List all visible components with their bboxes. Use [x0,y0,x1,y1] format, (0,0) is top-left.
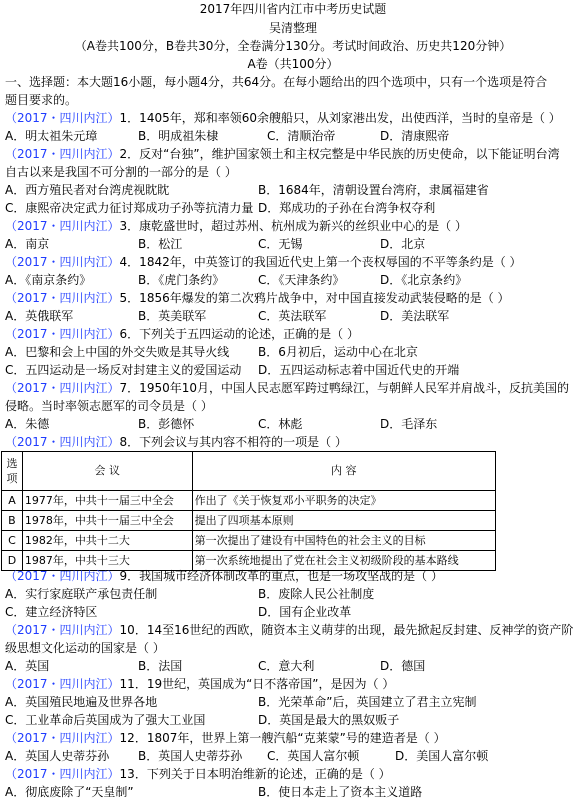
option-d: D．北京 [380,237,426,251]
row-option: B [2,511,23,531]
question-stem: 9．我国城市经济体制改革的重点，也是一场攻坚战的是（ ） [119,569,443,583]
source-tag: （2017・四川内江） [5,255,120,269]
option-b: B．废除人民公社制度 [258,587,375,601]
option-d: D．清康熙帝 [380,129,450,143]
row-meeting: 1977年，中共十一届三中全会 [22,491,192,511]
option-c: C．五四运动是一场反对封建主义的爱国运动 [5,363,242,377]
source-tag: （2017・四川内江） [5,111,120,125]
option-b: B．彭德怀 [138,417,195,431]
option-b: B．明成祖朱棣 [138,129,219,143]
option-d: D．《北京条约》 [380,273,468,287]
row-option: D [2,551,23,571]
option-c: C．建立经济特区 [5,605,98,619]
option-d: D．五四运动标志着中国近代史的开端 [258,363,460,377]
section-intro-1: 一、选择题：本大题16小题，每小题4分，共64分。在每小题给出的四个选项中，只有一个选项是符合 [5,75,548,89]
option-b: B．使日本走上了资本主义道路 [258,785,423,799]
option-c: C．林彪 [258,417,303,431]
question-stem: 5．1856年爆发的第二次鸦片战争中，对中国直接发动武装侵略的是（ ） [119,291,510,305]
question-stem: 8．下列会议与其内容不相符的一项是（ ） [119,435,347,449]
option-b: B．光荣革命”后，英国建立了君主立宪制 [258,695,477,709]
exam-info: （A卷共100分，B卷共30分，全卷满分130分。考试时间政治、历史共120分钟） [74,39,512,53]
row-content: 提出了四项基本原则 [192,511,495,531]
source-tag: （2017・四川内江） [5,381,120,395]
option-a: A．实行家庭联产承包责任制 [5,587,158,601]
question-stem: 7．1950年10月，中国人民志愿军跨过鸭绿江，与朝鲜人民军并肩战斗，反抗美国的 [119,381,569,395]
option-d: D．国有企业改革 [258,605,352,619]
option-a: A．彻底废除了“天皇制” [5,785,134,799]
option-b: B．英美联军 [138,309,207,323]
source-tag: （2017・四川内江） [5,435,120,449]
table-row [2,511,496,531]
source-tag: （2017・四川内江） [5,327,120,341]
question-10-cont: 级思想文化运动的国家是（ ） [5,641,165,655]
option-a: A．英国人史蒂芬孙 [5,749,110,763]
question-stem: 10．14至16世纪的西欧，随资本主义萌芽的出现，最先掀起反封建、反神学的资产阶 [119,623,574,637]
option-c: C．康熙帝决定武力征讨郑成功子孙等抗清力量 [5,201,254,215]
option-c: C．无锡 [258,237,303,251]
option-a: A．英国殖民地遍及世界各地 [5,695,158,709]
option-b: B．1684年，清朝设置台湾府，隶属福建省 [258,183,489,197]
question-12 [5,729,446,748]
row-meeting: 1982年，中共十二大 [22,531,192,551]
question-stem: 11．19世纪，英国成为“日不落帝国”，是因为（ ） [119,677,395,691]
option-d: D．美国人富尔顿 [395,749,489,763]
option-a: A．西方殖民者对台湾虎视眈眈 [5,183,170,197]
question-stem: 13．下列关于日本明治维新的论述，正确的是（ ） [119,767,391,781]
option-b: B．英国人史蒂芬孙 [138,749,243,763]
option-c: C．清顺治帝 [267,129,336,143]
source-tag: （2017・四川内江） [5,291,120,305]
option-c: C．意大利 [258,659,315,673]
question-2 [5,145,560,164]
option-d: D．毛泽东 [380,417,438,431]
source-tag: （2017・四川内江） [5,569,120,583]
option-c: C．工业革命后英国成为了强大工业国 [5,713,206,727]
option-c: C．英国人富尔顿 [267,749,360,763]
option-b: B．松江 [138,237,183,251]
question-5 [5,289,510,308]
option-a: A．英俄联军 [5,309,74,323]
row-meeting: 1978年，中共十一届三中全会 [22,511,192,531]
question-stem: 4．1842年，中英签订的我国近代史上第一个丧权辱国的不平等条约是（ ） [119,255,522,269]
question-6 [5,325,359,344]
question-stem: 12．1807年，世界上第一艘汽船“克莱蒙”号的建造者是（ ） [119,731,446,745]
question-7 [5,379,569,398]
question-stem: 6．下列关于五四运动的论述，正确的是（ ） [119,327,359,341]
volume-label: A卷（共100分） [247,57,339,71]
source-tag: （2017・四川内江） [5,767,120,781]
question-4 [5,253,522,272]
question-7-cont: 侵略。当时率领志愿军的司令员是（ ） [5,399,213,413]
option-d: D．德国 [380,659,426,673]
row-option: C [2,531,23,551]
question-11 [5,675,394,694]
compiler-line: 吴清整理 [268,21,317,35]
header-option: 选项 [2,452,23,491]
source-tag: （2017・四川内江） [5,677,120,691]
option-a: A．朱德 [5,417,50,431]
row-option: A [2,491,23,511]
option-d: D．郑成功的子孙在台湾争权夺利 [258,201,436,215]
option-a: A．巴黎和会上中国的外交失败是其导火线 [5,345,230,359]
section-intro-2: 题目要求的。 [5,93,78,107]
question-2-cont: 自古以来是我国不可分割的一部分的是（ ） [5,165,237,179]
table-row [2,531,496,551]
table-header-row [2,452,496,491]
table-row [2,491,496,511]
question-3 [5,217,467,236]
header-meeting: 会 议 [22,452,192,491]
header-content: 内 容 [192,452,495,491]
option-a: A．英国 [5,659,50,673]
question-10 [5,621,573,640]
option-a: A．明太祖朱元璋 [5,129,98,143]
source-tag: （2017・四川内江） [5,147,120,161]
doc-title: 2017年四川省内江市中考历史试题 [199,2,387,16]
question-9 [5,567,443,586]
option-a: A．《南京条约》 [5,273,92,287]
option-b: B．法国 [138,659,183,673]
question-13 [5,765,391,784]
source-tag: （2017・四川内江） [5,219,120,233]
row-content: 第一次提出了建设有中国特色的社会主义的目标 [192,531,495,551]
option-a: A．南京 [5,237,50,251]
source-tag: （2017・四川内江） [5,623,120,637]
meeting-table [1,451,496,571]
question-8 [5,433,347,452]
option-d: D．美法联军 [380,309,450,323]
option-c: C．《天津条约》 [258,273,345,287]
question-stem: 2．反对“台独”，维护国家领土和主权完整是中华民族的历史使命，以下能证明台湾 [119,147,560,161]
option-b: B．《虎门条约》 [138,273,225,287]
option-c: C．英法联军 [258,309,327,323]
source-tag: （2017・四川内江） [5,731,120,745]
option-b: B．6月初后，运动中心在北京 [258,345,418,359]
question-1 [5,109,561,128]
question-stem: 1．1405年，郑和率领60余艘船只，从刘家港出发，出使西洋，当时的皇帝是（ ） [119,111,561,125]
row-meeting: 1987年，中共十三大 [22,551,192,571]
row-content: 第一次系统地提出了党在社会主义初级阶段的基本路线 [192,551,495,571]
question-stem: 3．康乾盛世时，超过苏州、杭州成为新兴的丝织业中心的是（ ） [119,219,467,233]
row-content: 作出了《关于恢复邓小平职务的决定》 [192,491,495,511]
option-d: D．英国是最大的黑奴贩子 [258,713,400,727]
